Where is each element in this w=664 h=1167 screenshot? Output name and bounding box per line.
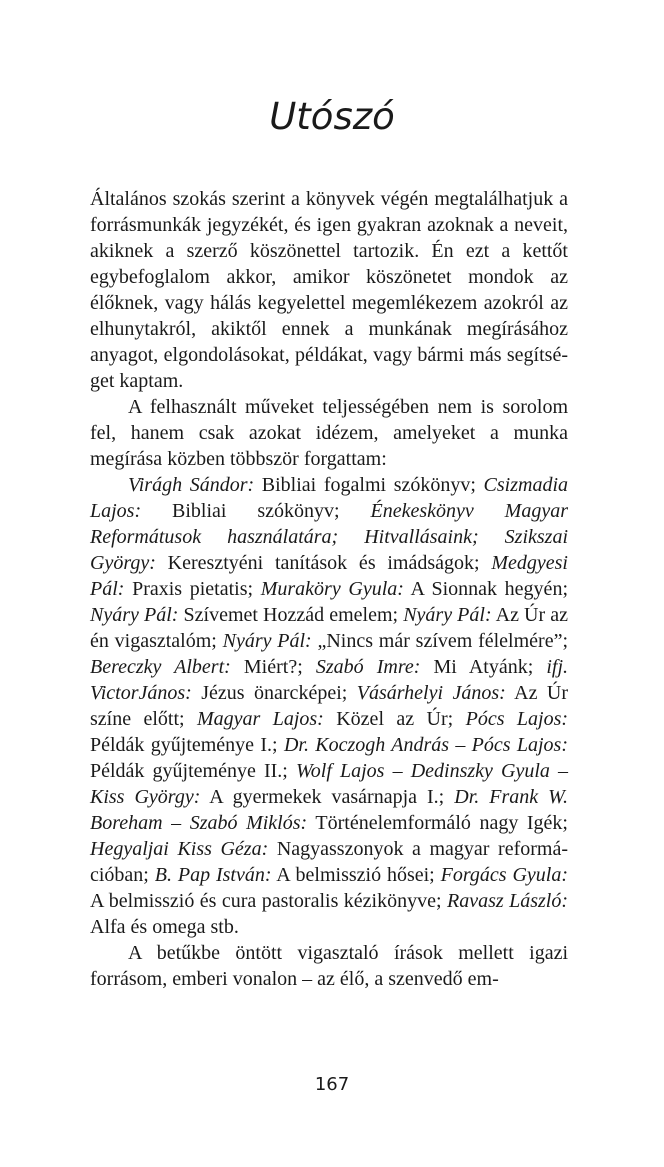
author-name: Szabó Imre: [315,656,421,678]
text-run: Alfa és omega stb. [90,916,239,938]
paragraph-source-list [90,472,568,940]
text-run: Miért?; [230,656,316,678]
text-run: Bibliai fogalmi szókönyv; [254,474,484,496]
text-run: Történelemformáló nagy Igék; [307,812,568,834]
body-text [90,186,568,992]
text-run: A belmisszió hősei; [271,864,441,886]
text-run: Példák gyűjteménye I.; [90,734,284,756]
text-run: Nagyasszonyok a magyar reformációban; [90,838,569,886]
author-name: Medgyesi Pál: [90,552,568,600]
author-name: Ravasz László: [446,890,568,912]
chapter-title: Utószó [269,95,395,138]
text-run: A Sionnak hegyén; [403,578,568,600]
author-name: ifj. VictorJános: [90,656,569,704]
page-number: 167 [314,1074,350,1095]
author-name: Forgács Gyula: [440,864,568,886]
text-run: Jézus önarcképei; [191,682,357,704]
author-name: Pócs Lajos: [465,708,569,730]
author-name: Bereczky Albert: [90,656,231,678]
text-run: Az Úr színe előtt; [90,682,568,730]
paragraph-closing [90,940,568,992]
text-run: A betűkbe öntött vigasztaló írások mellett igazi forrásom, emberi vonalon – az élő, a szenvedő em- [90,942,568,990]
text-run: Keresztyéni tanítások és imádságok; [155,552,492,574]
text-run: A felhasznált műveket teljességében nem is sorolom fel, hanem csak azokat idézem, amelyeket a munka megírása közben többször forgattam: [90,396,568,470]
text-run: A belmisszió és cura pastoralis kézikönyve; [90,890,447,912]
author-name: Nyáry Pál: [403,604,492,626]
paragraph-sources-intro [90,394,568,472]
text-run: Közel az Úr; [323,708,466,730]
author-name: Nyáry Pál: [90,604,179,626]
text-run: Praxis pietatis; [124,578,261,600]
author-name: Muraköry Gyula: [260,578,404,600]
author-name: Énekeskönyv Magyar Reformátusok használatára; Hitvallásaink; Szikszai György: [90,500,568,574]
author-name: Csizmadia Lajos: [90,474,569,522]
text-run: Szívemet Hozzád emelem; [178,604,404,626]
text-run: Mi Atyánk; [420,656,547,678]
author-name: Dr. Frank W. Boreham – Szabó Miklós: [90,786,568,834]
author-name: Nyáry Pál: [222,630,312,652]
text-run: Az Úr az én vigasztalóm; [90,604,569,652]
author-name: Dr. Koczogh András – Pócs Lajos: [283,734,568,756]
author-name: Magyar Lajos: [197,708,324,730]
author-name: Virágh Sándor: [128,474,255,496]
text-run: A gyermekek vasárnapja I.; [200,786,455,808]
author-name: B. Pap István: [154,864,272,886]
text-run: Bibliai szókönyv; [141,500,371,522]
text-run: Általános szokás szerint a könyvek végén megtalálhatjuk a forrásmunkák jegyzékét, és igen gyakran azoknak a neveit, akiknek a szerző köszönettel tartozik. Én ezt a kettőt egybefoglalom akkor, amikor köszönetet mondok az élőknek, vagy hálás kegyelettel megemlékezem azokról az elhunytakról, akiktől ennek a munkának megírásához anyagot, elgondolásokat, példákat, vagy bármi más segítséget kaptam. [90,188,568,392]
author-name: Vásárhelyi János: [356,682,506,704]
author-name: Hegyaljai Kiss Géza: [90,838,269,860]
author-name: Wolf Lajos – Dedinszky Gyula – Kiss György: [90,760,568,808]
paragraph-intro [90,186,568,394]
text-run: „Nincs már szívem félelmére”; [311,630,569,652]
text-run: Példák gyűjteménye II.; [90,760,296,782]
